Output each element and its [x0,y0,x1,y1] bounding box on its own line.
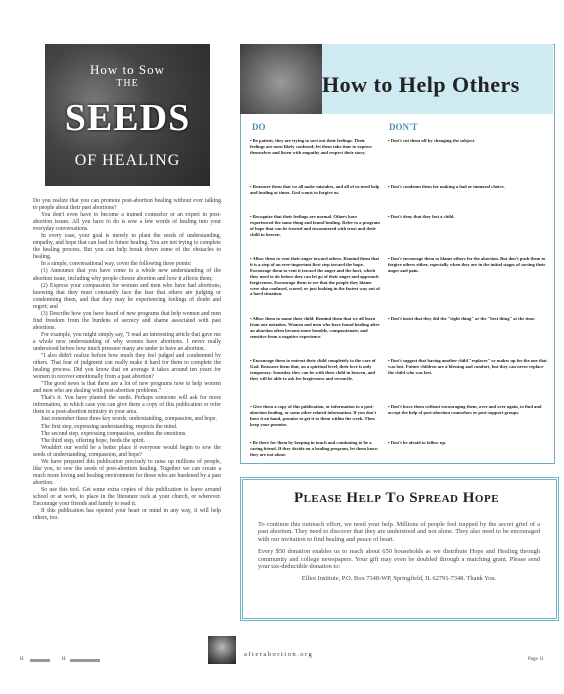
help-title: How to Help Others [322,72,520,97]
article-paragraph: The third step, offering hope, feeds the spirit. [41,437,146,444]
hope-text [258,521,540,583]
dont-item: • Don't suggest that having another child "replaces" or makes up for the one that was lost. Future children are a blessing and comfort, but they can never replace the child who was lost. [388,358,548,376]
article-paragraph: The first step, expressing understanding, respects the mind. [41,423,178,430]
dont-item: • Don't deny that they lost a child. [388,214,548,220]
do-item: • Allow them to vent their anger toward others. Remind them that it is a step of an ever-important first step toward the hope. Encourage them to vent it toward the anger and the hurt, which they need to do before they can let go of their anger and approach forgiveness. Encourage them to see that the people they blame were also confused, scared, or just looking in the fastest way out of a hard situation. [250,256,380,297]
article-paragraph: In a simple, conversational way, cover the following three points: [41,261,192,268]
article-paragraph: We have prepared this publication precisely to raise up millions of people, like you, to sow the seeds of post-abortion healing. Together we can create a much more loving and healing environment for those who are burdened by a past abortion. [33,458,221,486]
hope-paragraph: To continue this outreach effort, we need your help. Millions of people feel trapped by the secret grief of a past abortion. They need to discover that they are understood and not alone. They also need to be encouraged with our invitation to find healing and peace of heart. [258,521,540,543]
dont-item: • Don't insist that they did the "right thing" or the "best thing" at the time. [388,316,548,322]
footer-url[interactable]: afterabortion.org [244,651,314,658]
article-paragraph: If this publication has opened your heart or mind in any way, it will help others, too. [33,508,221,522]
article-paragraph: That's it. You have planted the seeds. Perhaps someone will ask for more information, in which case you can give them a copy of this publication or refer them to a post-abortion ministry in your area. [33,395,221,416]
page-number: Page 11 [528,657,544,662]
article-paragraph: (3) Describe how you have heard of new programs that help women and men find freedom from the burdens of secrecy and shame associated with past abortions. [33,310,221,331]
hope-paragraph: Every $50 donation enables us to reach about 650 households as we distribute Hope and Healing through community and college newspapers. Your gift may even be doubled through a matching grant. Please send your tax-deductible donation to: [258,548,540,571]
article-paragraph: (1) Announce that you have come to a whole new understanding of the abortion issue, including why people choose abortion and how it affects them; [33,268,221,282]
do-item: • Reassure them that we all make mistakes, and all of us need help and healing at times. God wants to forgive us. [250,184,380,196]
article-paragraph: For example, you might simply say, "I read an interesting article that gave me a whole new understanding of why women have abortions. I never really understood before how much pressure many are under to have an abortion. [33,331,221,352]
footer-left-label: H [20,657,24,662]
dont-item: • Don't leave them without encouraging them, over and over again, to find and accept the help of post-abortion counselors or post-support groups. [388,404,548,416]
footer-left-label2: H [62,657,66,662]
article-paragraph: Do you realize that you can promote post-abortion healing without ever talking to people about their past abortions? [33,198,221,212]
article-body [33,198,221,522]
dont-item: • Don't encourage them to blame others for the abortion. But don't push them to forgive others either, especially when they are in the initial stages of sorting their anger and pain. [388,256,548,274]
do-item: • Be patient, they are trying to sort out their feelings. Their feelings are most likely confused; let them take time to express themselves and listen with empathy and respect their story. [250,138,380,156]
seeds-title-line3: SEEDS [64,97,191,139]
article-paragraph: Wouldn't our world be a better place if everyone would begin to sow the seeds of understanding, compassion, and hope? [33,444,221,458]
article-paragraph: "The good news is that there are a lot of new programs now to help women and men who are dealing with post-abortion problems." [33,381,221,395]
do-header: DO [252,122,266,132]
seeds-title-image [45,44,210,186]
article-paragraph: "I also didn't realize before how much they feel judged and condemned by others. That fear of judgment can really make it hard for them to complete the healing process. Did you know that on average it takes around ten years for women to recover emotionally from a past abortion? [33,353,221,381]
seeds-title-line2: THE [116,78,139,89]
do-item: • Encourage them to entrust their child completely to the care of God. Reassure them that, on a spiritual level, their love is only temporary. Someday they can be with their child in heaven, and they will be able to ask for forgiveness and reconcile. [250,358,380,382]
dont-item: • Don't cut them off by changing the subject. [388,138,548,144]
article-paragraph: Just remember these three key words: understanding, compassion, and hope. [41,416,217,423]
footer-photo [208,636,236,664]
do-item: • Be there for them by keeping in touch and continuing to be a caring friend. If they decide on a healing program, let them know they are not alone. [250,440,380,458]
dont-item: • Don't be afraid to follow up. [388,440,548,446]
dont-header: DON'T [389,122,418,132]
article-paragraph: The second step, expressing compassion, soothes the emotions. [41,430,187,437]
seeds-title-line1: How to Sow [89,62,165,77]
article-paragraph: So use this tool. Get some extra copies of this publication to leave around school or at work, to place in the literature rack at your church, or wherever. Encourage your friends and family to read it. [33,486,221,508]
footer-bar [30,659,50,662]
article-paragraph: (2) Express your compassion for women and men who have had abortions, knowing that they must constantly face the fear that others are judging or condemning them, and that they may be experiencing feelings of doubt and regret; and [33,282,221,310]
seeds-title-line4: OF HEALING [74,152,181,169]
hope-title: Please Help To Spread Hope [293,490,500,506]
help-photo [240,44,322,114]
article-paragraph: You don't even have to become a trained counselor or an expert in post-abortion issues. All you have to do is sow a few words of healing into your everyday conversations. [33,212,221,233]
dont-item: • Don't condemn them for making a bad or immoral choice. [388,184,548,190]
do-item: • Give them a copy of this publication, or information to a post-abortion healing, or some other related information. If you don't have it on hand, promise to get it to them within the week. Then keep your promise. [250,404,380,428]
footer-bar [70,659,100,662]
do-item: • Allow them to name their child. Remind them that we all learn from our mistakes. Women and men who have found healing after an abortion often become more humble, compassionate, and sensitive from a negative experience. [250,316,380,340]
do-item: • Recognize that their feelings are normal. Others have experienced the same thing and found healing. Refer to a program of hope that can be trusted and encountered with trust and their child in heaven. [250,214,380,238]
article-paragraph: In every case, your goal is merely to plant the seeds of understanding, empathy, and hope that can lead to future healing. You are not trying to complete the healing process. But you can help break down some of the obstacles to healing. [33,233,221,261]
hope-address: Elliot Institute, P.O. Box 7348-WP, Springfield, IL 62791-7348. Thank You. [301,575,497,583]
